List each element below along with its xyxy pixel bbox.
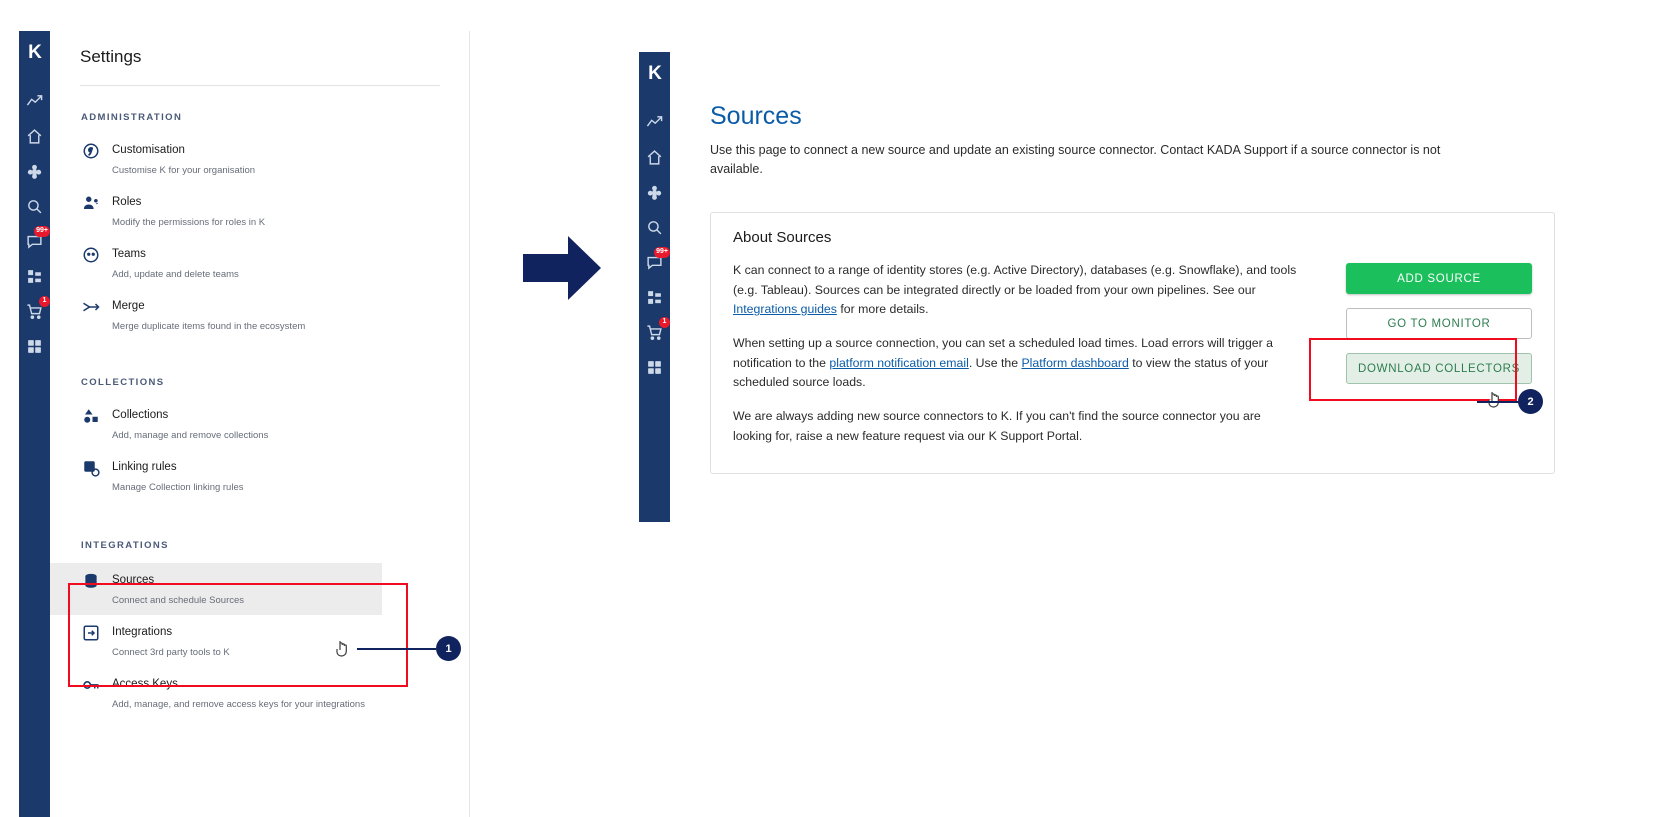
callout-1-leader [357, 648, 436, 650]
page-title: Settings [80, 47, 142, 66]
mouse-cursor-secondary [1488, 390, 1503, 409]
sidebar-item-teams[interactable] [50, 237, 470, 289]
sidebar-item-label: Teams [112, 248, 146, 260]
sidebar-item-label: Sources [112, 574, 155, 586]
sidebar-item-label: Linking rules [112, 461, 177, 473]
cart-icon[interactable] [639, 315, 670, 350]
sidebar-item-label: Merge [112, 300, 145, 312]
merge-icon [81, 297, 100, 316]
sidebar-item-sublabel: Add, update and delete teams [112, 269, 239, 280]
transition-arrow-icon [523, 232, 601, 304]
sidebar-item-label: Roles [112, 196, 142, 208]
sidebar-item-linking-rules[interactable] [50, 450, 470, 502]
sidebar-item-roles[interactable] [50, 185, 470, 237]
sources-page-description: Use this page to connect a new source and update an existing source connector. Contact KADA Support if a source connector is not available. [710, 143, 1441, 177]
sidebar-item-label: Integrations [112, 626, 173, 638]
right-navigation-rail [639, 52, 670, 522]
go-to-monitor-button[interactable]: GO TO MONITOR [1346, 308, 1532, 339]
settings-panel-edge [469, 31, 470, 817]
sidebar-item-sublabel: Customise K for your organisation [112, 165, 256, 176]
trending-icon[interactable] [19, 84, 50, 119]
callout-1: 1 [436, 636, 461, 661]
linking-rules-icon [81, 458, 100, 477]
apps-icon[interactable] [19, 329, 50, 364]
roles-icon [81, 193, 100, 212]
sidebar-item-sublabel: Manage Collection linking rules [112, 482, 244, 493]
cart-badge: 1 [659, 317, 670, 328]
card-paragraph-2: When setting up a source connection, you can set a scheduled load times. Load errors will trigger a notification to the platform notification email. Use the Platform dashboard to view the status of your scheduled source loads. [733, 336, 1273, 390]
about-sources-card [710, 212, 1555, 474]
wrench-icon [81, 141, 100, 160]
search-icon[interactable] [639, 210, 670, 245]
section-label-collections: COLLECTIONS [81, 377, 165, 388]
trending-icon[interactable] [639, 105, 670, 140]
link-platform-notification-email[interactable]: platform notification email [829, 355, 969, 370]
callout-2: 2 [1518, 389, 1543, 414]
link-platform-dashboard[interactable]: Platform dashboard [1021, 355, 1129, 370]
cart-badge: 1 [39, 296, 50, 307]
title-divider [80, 85, 440, 86]
card-title: About Sources [733, 229, 832, 246]
settings-panel [50, 31, 470, 817]
teams-icon [81, 245, 100, 264]
sidebar-item-label: Access Keys [112, 678, 178, 690]
sidebar-item-sublabel: Add, manage, and remove access keys for your integrations [112, 699, 365, 710]
section-label-administration: ADMINISTRATION [81, 112, 183, 123]
sidebar-item-sublabel: Add, manage and remove collections [112, 430, 269, 441]
chat-icon[interactable] [639, 245, 670, 280]
sidebar-item-label: Customisation [112, 144, 185, 156]
chat-badge: 99+ [34, 226, 50, 237]
puzzle-icon[interactable] [639, 175, 670, 210]
download-collectors-button[interactable]: DOWNLOAD COLLECTORS [1346, 353, 1532, 384]
sidebar-item-label: Collections [112, 409, 169, 421]
sidebar-item-sublabel: Merge duplicate items found in the ecosystem [112, 321, 306, 332]
sidebar-item-merge[interactable] [50, 289, 470, 341]
section-label-integrations: INTEGRATIONS [81, 540, 169, 551]
sitemap-icon[interactable] [19, 259, 50, 294]
sidebar-item-sublabel: Connect 3rd party tools to K [112, 647, 230, 658]
card-body [733, 261, 1303, 460]
apps-icon[interactable] [639, 350, 670, 385]
sources-page-title: Sources [710, 102, 802, 130]
home-icon[interactable] [639, 140, 670, 175]
sidebar-item-customisation[interactable] [50, 133, 470, 185]
highlight-box-sources [68, 583, 408, 687]
chat-badge: 99+ [654, 247, 670, 258]
puzzle-icon[interactable] [19, 154, 50, 189]
app-logo-secondary[interactable]: K [648, 63, 661, 84]
sidebar-item-sublabel: Modify the permissions for roles in K [112, 217, 266, 228]
sitemap-icon[interactable] [639, 280, 670, 315]
search-icon[interactable] [19, 189, 50, 224]
callout-2-leader [1477, 401, 1522, 403]
chat-icon[interactable] [19, 224, 50, 259]
link-integrations-guides[interactable]: Integrations guides [733, 302, 837, 317]
app-logo[interactable]: K [28, 42, 41, 63]
home-icon[interactable] [19, 119, 50, 154]
highlight-box-download-collectors [1309, 338, 1517, 401]
card-paragraph-1: K can connect to a range of identity stores (e.g. Active Directory), databases (e.g. Snowflake), and tools (e.g. Tableau). Sources can be integrated directly or be loaded from your own pipelines. See our Integrations guides for more details. [733, 263, 1297, 317]
left-navigation-rail [19, 31, 50, 817]
card-paragraph-3: We are always adding new source connectors to K. If you can't find the source connector you are looking for, raise a new feature request via our K Support Portal. [733, 409, 1261, 443]
add-source-button[interactable]: ADD SOURCE [1346, 263, 1532, 294]
cart-icon[interactable] [19, 294, 50, 329]
collections-icon [81, 406, 100, 425]
mouse-cursor [336, 639, 351, 658]
sidebar-item-sublabel: Connect and schedule Sources [112, 595, 245, 606]
sidebar-item-collections[interactable] [50, 398, 470, 450]
